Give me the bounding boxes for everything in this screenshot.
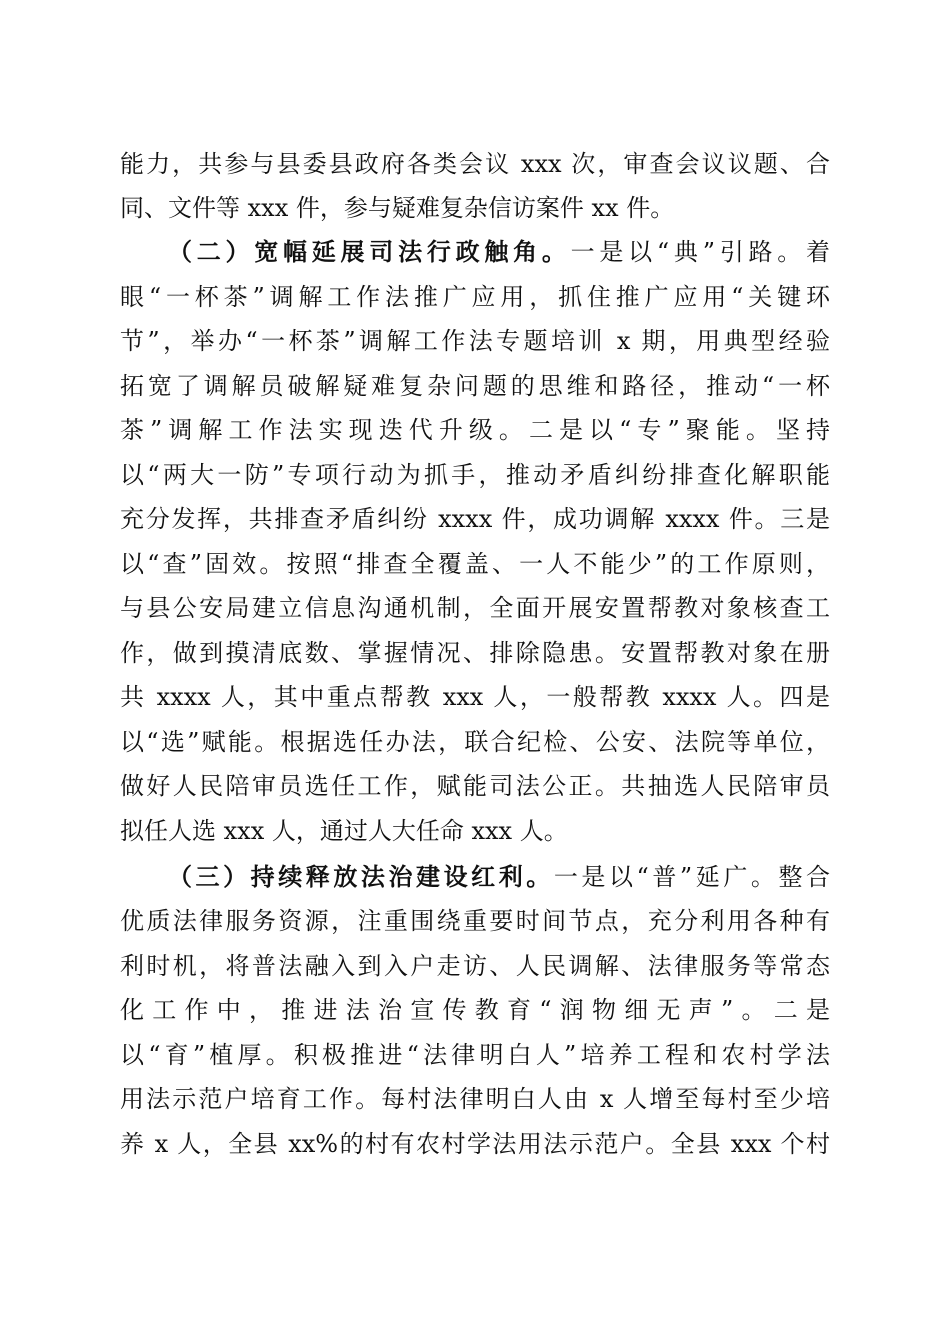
line-text: 茶”调解工作法实现迭代升级。二是以“专”聚能。坚持	[120, 416, 830, 444]
text-line	[120, 588, 830, 628]
text-line	[120, 766, 830, 806]
text-line	[120, 677, 830, 717]
line-text: 充分发挥，共排查矛盾纠纷 xxxx 件，成功调解 xxxx 件。三是	[120, 505, 830, 533]
text-line	[120, 321, 830, 361]
text-line	[120, 188, 830, 228]
line-text: 能力，共参与县委县政府各类会议 xxx 次，审查会议议题、合	[120, 150, 830, 178]
text-line	[120, 901, 830, 941]
line-text: 共 xxxx 人，其中重点帮教 xxx 人，一般帮教 xxxx 人。四是	[120, 683, 830, 711]
line-text: 同、文件等 xxx 件，参与疑难复杂信访案件 xx 件。	[120, 194, 675, 222]
line-text: 节”，举办“一杯茶”调解工作法专题培训 x 期，用典型经验	[120, 327, 830, 355]
text-line	[120, 410, 830, 450]
line-text: 以“育”植厚。积极推进“法律明白人”培养工程和农村学法	[120, 1041, 830, 1069]
line-text: 以“两大一防”专项行动为抓手，推动矛盾纠纷排查化解职能	[120, 461, 830, 489]
text-line	[120, 455, 830, 495]
line-text: 拟任人选 xxx 人，通过人大任命 xxx 人。	[120, 817, 568, 845]
line-text: 利时机，将普法融入到入户走访、人民调解、法律服务等常态	[120, 952, 830, 980]
line-text: 与县公安局建立信息沟通机制，全面开展安置帮教对象核查工	[120, 594, 830, 622]
text-line	[120, 277, 830, 317]
text-line	[120, 144, 830, 184]
line-text: 以“选”赋能。根据选任办法，联合纪检、公安、法院等单位，	[120, 728, 830, 756]
text-line	[120, 1079, 830, 1119]
section-heading-line	[168, 232, 830, 272]
line-text: 优质法律服务资源，注重围绕重要时间节点，充分利用各种有	[120, 907, 830, 935]
line-text: 做好人民陪审员选任工作，赋能司法公正。共抽选人民陪审员	[120, 772, 830, 800]
text-line	[120, 633, 830, 673]
line-text: 眼“一杯茶”调解工作法推广应用，抓住推广应用“关键环	[120, 283, 830, 311]
line-text: 化工作中，推进法治宣传教育“润物细无声”。二是	[120, 996, 830, 1024]
text-line	[120, 1035, 830, 1075]
line-text: 以“查”固效。按照“排查全覆盖、一人不能少”的工作原则，	[120, 550, 830, 578]
text-line	[120, 1124, 830, 1164]
text-line	[120, 722, 830, 762]
section-heading: （二）宽幅延展司法行政触角。	[168, 237, 571, 266]
line-text: 拓宽了调解员破解疑难复杂问题的思维和路径，推动“一杯	[120, 372, 830, 400]
section-heading: （三）持续释放法治建设红利。	[168, 862, 554, 891]
text-line	[120, 990, 830, 1030]
line-text: 用法示范户培育工作。每村法律明白人由 x 人增至每村至少培	[120, 1085, 830, 1113]
section-heading-line	[168, 857, 830, 897]
line-text: 一是以“普”延广。整合	[553, 863, 831, 891]
text-line	[120, 366, 830, 406]
text-line	[120, 499, 830, 539]
line-text: 养 x 人，全县 xx%的村有农村学法用法示范户。全县 xxx 个村	[120, 1130, 830, 1158]
line-text: 作，做到摸清底数、掌握情况、排除隐患。安置帮教对象在册	[120, 639, 830, 667]
line-text: 一是以“典”引路。着	[570, 238, 830, 266]
text-line	[120, 811, 830, 851]
text-line	[120, 946, 830, 986]
text-line	[120, 544, 830, 584]
